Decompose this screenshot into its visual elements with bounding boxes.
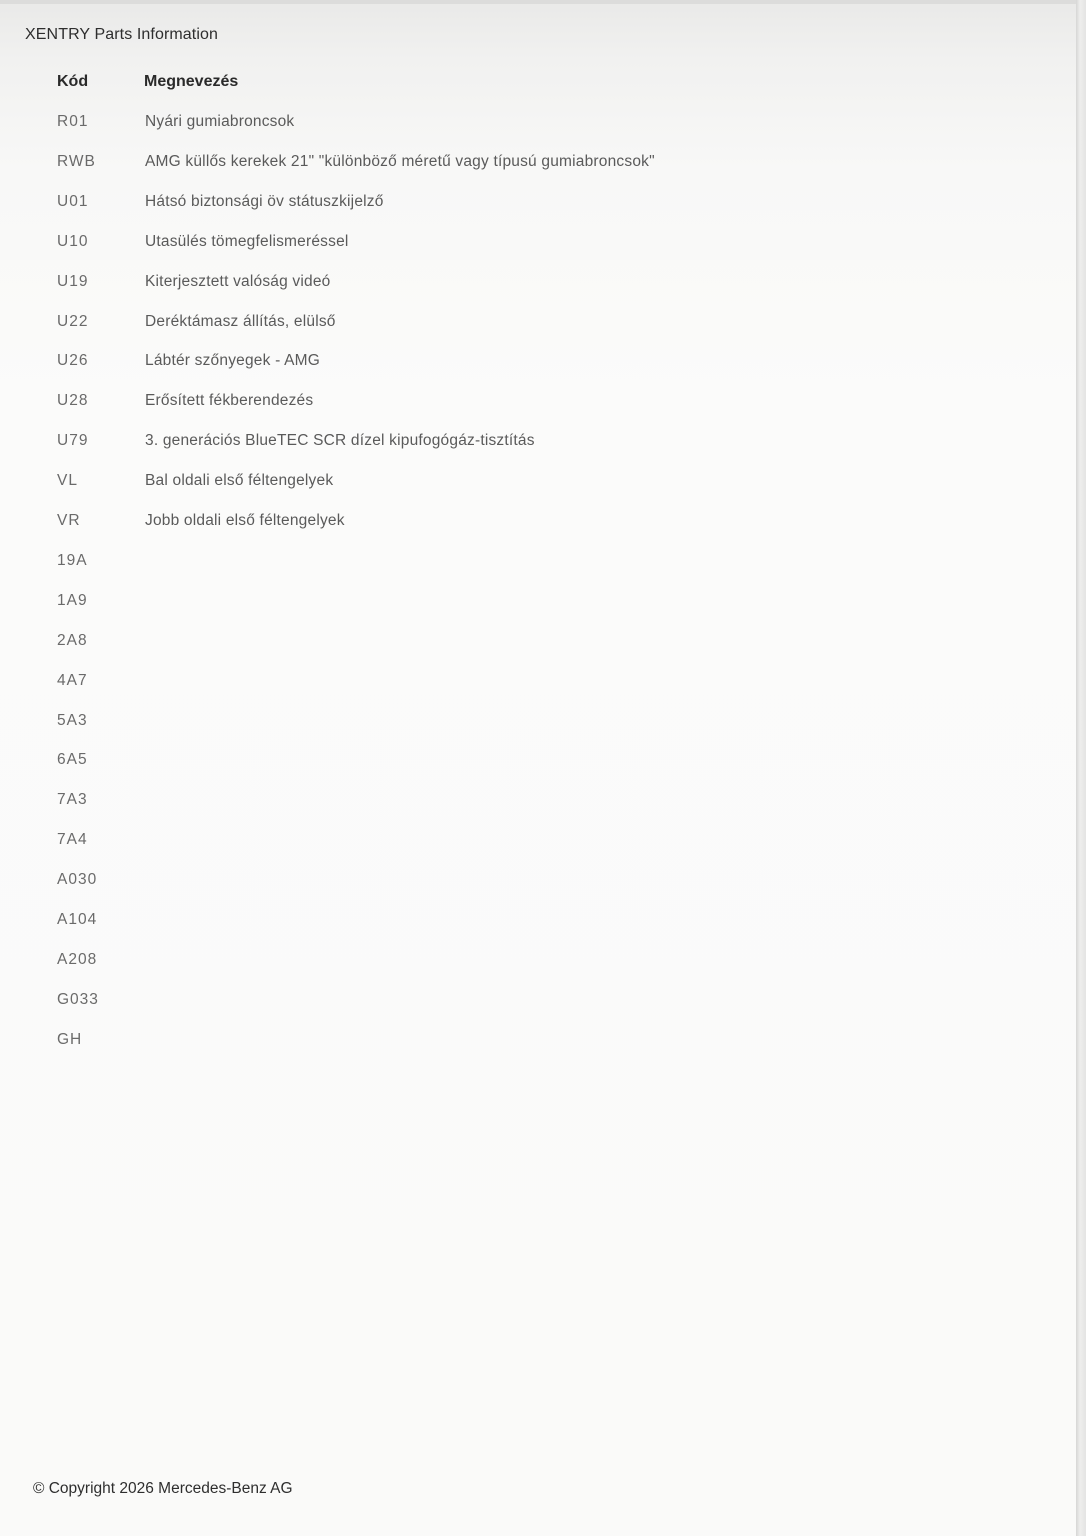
page-edge (1076, 0, 1086, 1536)
row-code: U26 (57, 352, 89, 369)
row-name: Jobb oldali első féltengelyek (145, 512, 345, 529)
table-row (0, 233, 900, 257)
table-row (0, 1031, 900, 1055)
table-row (0, 791, 900, 815)
table-row (0, 672, 900, 696)
row-code: 7A3 (57, 791, 88, 808)
table-row (0, 153, 900, 177)
table-row (0, 712, 900, 736)
row-name: Lábtér szőnyegek - AMG (145, 352, 320, 369)
row-name: Erősített fékberendezés (145, 392, 314, 409)
column-header-code: Kód (57, 73, 89, 90)
row-name: Hátsó biztonsági öv státuszkijelző (145, 193, 384, 210)
row-code: VL (57, 472, 78, 489)
table-row (0, 632, 900, 656)
table-row (0, 552, 900, 576)
table-row (0, 273, 900, 297)
row-code: U79 (57, 432, 89, 449)
row-code: U19 (57, 273, 89, 290)
row-code: U10 (57, 233, 89, 250)
row-code: A104 (57, 911, 98, 928)
row-name: Bal oldali első féltengelyek (145, 472, 334, 489)
row-code: 6A5 (57, 751, 88, 768)
table-row (0, 592, 900, 616)
row-name: Utasülés tömegfelismeréssel (145, 233, 349, 250)
table-row (0, 951, 900, 975)
table-row (0, 193, 900, 217)
table-row (0, 352, 900, 376)
row-code: U01 (57, 193, 89, 210)
row-name: Deréktámasz állítás, elülső (145, 313, 336, 330)
table-row (0, 831, 900, 855)
table-row (0, 113, 900, 137)
row-code: 7A4 (57, 831, 88, 848)
column-header-name: Megnevezés (144, 73, 239, 90)
copyright-footer: © Copyright 2026 Mercedes-Benz AG (33, 1480, 293, 1497)
row-code: 1A9 (57, 592, 88, 609)
row-code: 2A8 (57, 632, 88, 649)
table-row (0, 392, 900, 416)
table-row (0, 911, 900, 935)
row-code: A030 (57, 871, 98, 888)
table-row (0, 871, 900, 895)
row-code: GH (57, 1031, 83, 1048)
row-name: AMG küllős kerekek 21" "különböző méretű vagy típusú gumiabroncsok" (145, 153, 655, 170)
table-row (0, 991, 900, 1015)
row-code: 4A7 (57, 672, 88, 689)
row-code: R01 (57, 113, 89, 130)
top-edge-shadow (0, 0, 1076, 4)
table-row (0, 472, 900, 496)
row-code: G033 (57, 991, 99, 1008)
row-name: Nyári gumiabroncsok (145, 113, 295, 130)
page-title: XENTRY Parts Information (25, 26, 218, 43)
row-code: U28 (57, 392, 89, 409)
row-code: VR (57, 512, 81, 529)
table-row (0, 432, 900, 456)
row-name: Kiterjesztett valóság videó (145, 273, 331, 290)
table-row (0, 751, 900, 775)
row-code: 19A (57, 552, 88, 569)
row-code: A208 (57, 951, 98, 968)
table-row (0, 313, 900, 337)
row-code: RWB (57, 153, 96, 170)
row-name: 3. generációs BlueTEC SCR dízel kipufogógáz-tisztítás (145, 432, 535, 449)
table-row (0, 512, 900, 536)
row-code: U22 (57, 313, 89, 330)
row-code: 5A3 (57, 712, 88, 729)
